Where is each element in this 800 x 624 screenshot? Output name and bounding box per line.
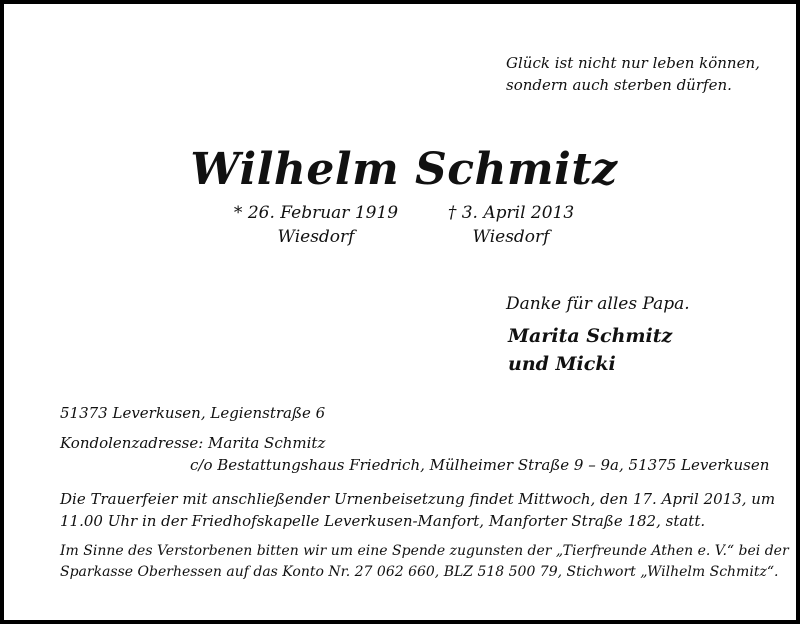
birth-info	[216, 201, 416, 249]
thanks-line: Danke für alles Papa.	[506, 294, 690, 314]
death-date: † 3. April 2013	[447, 203, 575, 223]
deceased-name: Wilhelm Schmitz	[190, 144, 618, 195]
mourner-line-2: und Micki	[508, 353, 616, 375]
quote-line-2: sondern auch sterben dürfen.	[506, 76, 732, 94]
birth-date: * 26. Februar 1919	[233, 203, 399, 223]
funeral-line-2: 11.00 Uhr in der Friedhofskapelle Leverkusen-Manfort, Manforter Straße 182, statt.	[60, 512, 706, 530]
donation-line-1: Im Sinne des Verstorbenen bitten wir um eine Spende zugunsten der „Tierfreunde Athen e. V.“ bei der	[60, 543, 789, 559]
funeral-announcement	[60, 488, 775, 532]
donation-request	[60, 541, 789, 583]
condolence-address-label: Kondolenzadresse: Marita Schmitz	[60, 434, 326, 452]
mourner-line-1: Marita Schmitz	[508, 325, 673, 347]
death-info	[411, 201, 611, 249]
epigraph-quote	[506, 52, 760, 96]
mourners	[508, 322, 672, 378]
family-address: 51373 Leverkusen, Legienstraße 6	[60, 404, 326, 422]
funeral-line-1: Die Trauerfeier mit anschließender Urnenbeisetzung findet Mittwoch, den 17. April 2013, um	[60, 490, 776, 508]
birth-place: Wiesdorf	[277, 227, 355, 247]
quote-line-1: Glück ist nicht nur leben können,	[506, 54, 760, 72]
donation-line-2: Sparkasse Oberhessen auf das Konto Nr. 27 062 660, BLZ 518 500 79, Stichwort „Wilhelm Schmitz“.	[60, 564, 779, 580]
death-place: Wiesdorf	[472, 227, 550, 247]
condolence-address: c/o Bestattungshaus Friedrich, Mülheimer Straße 9 – 9a, 51375 Leverkusen	[190, 456, 770, 474]
